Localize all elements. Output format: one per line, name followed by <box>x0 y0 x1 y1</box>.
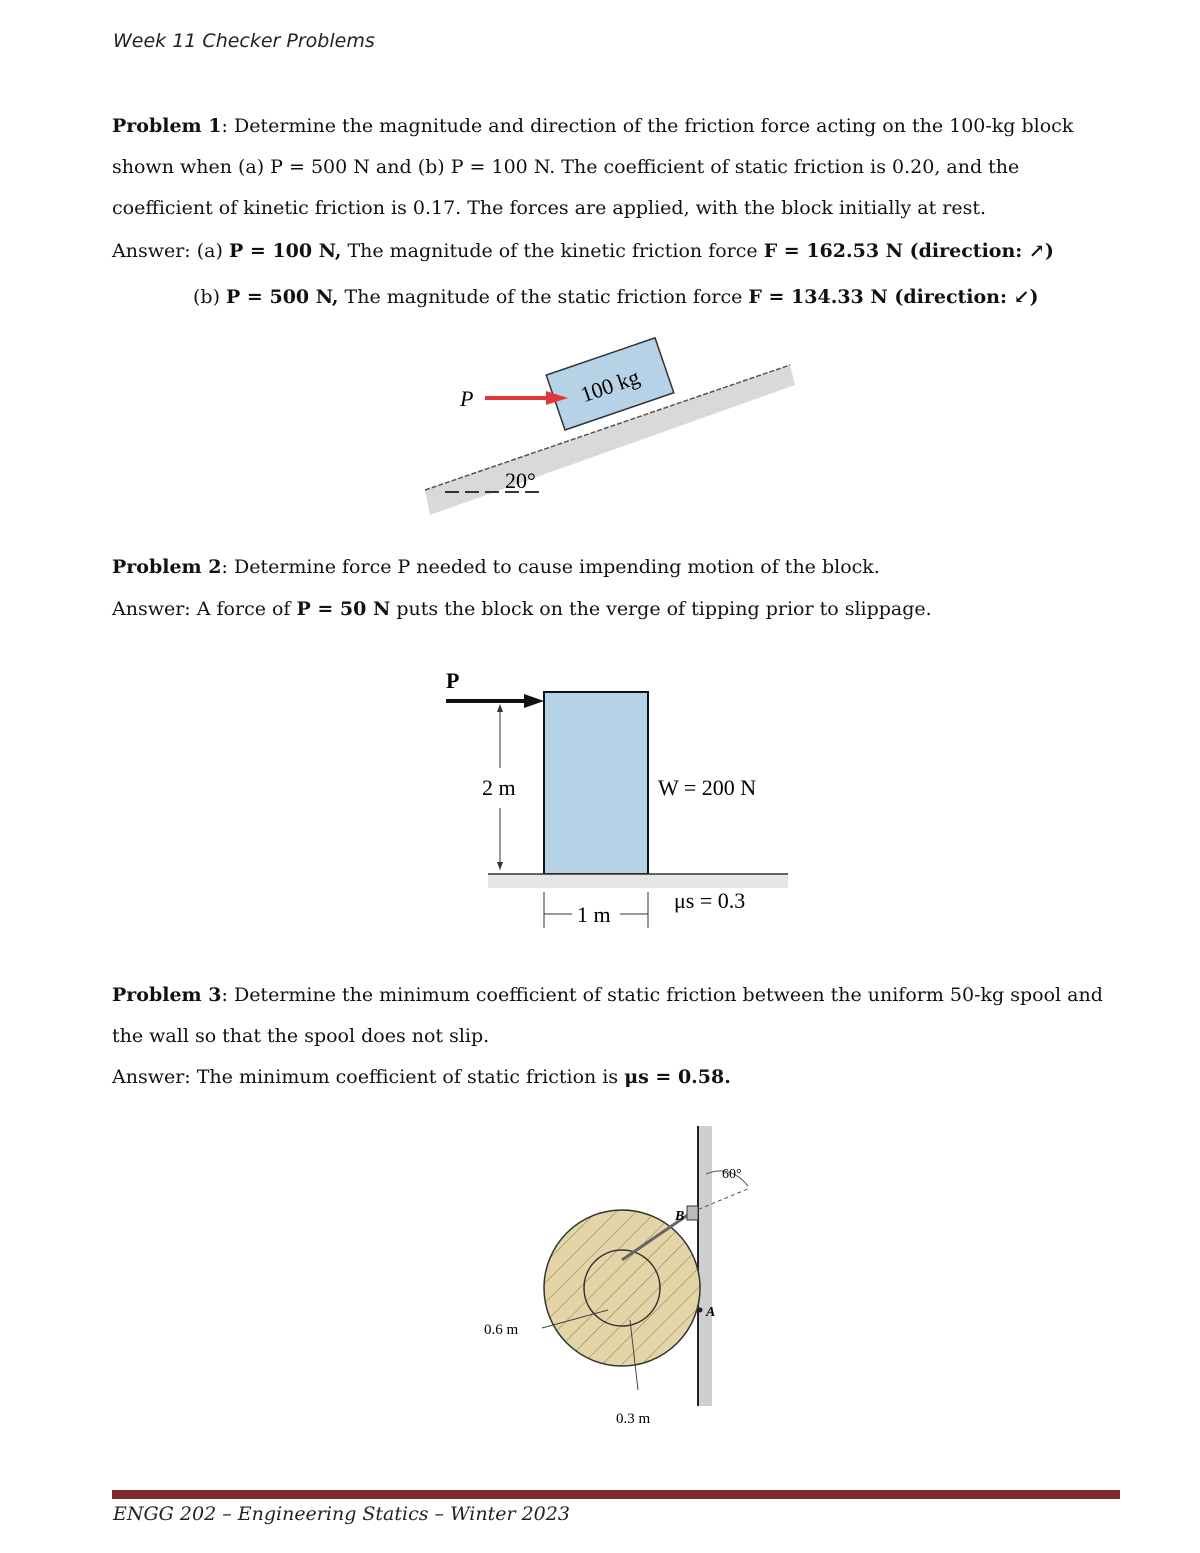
problem-2-text: : Determine force P needed to cause impending motion of the block. <box>221 556 880 578</box>
answer-label: Answer: <box>112 1066 197 1088</box>
weight-label: W = 200 N <box>658 775 757 800</box>
answer-b-prefix: (b) <box>193 286 227 308</box>
answer-value: P = 50 N <box>296 598 391 620</box>
contact-point-a <box>698 1308 703 1313</box>
ground-shade <box>488 874 788 888</box>
answer-a-value: P = 100 N, <box>228 240 342 262</box>
problem-1-figure <box>400 330 820 530</box>
problem-2-figure <box>440 660 800 950</box>
width-label: 1 m <box>577 902 611 927</box>
problem-1-answer-b <box>193 286 1039 308</box>
problem-3-answer <box>112 1066 731 1088</box>
problem-3-text: : Determine the minimum coefficient of static friction between the uniform 50-kg spool and the wall so that the spool does not slip. <box>112 984 1103 1047</box>
block-label: 100 kg <box>577 363 643 408</box>
problem-1-statement <box>112 106 1122 229</box>
inner-radius-label: 0.3 m <box>616 1411 651 1427</box>
answer-post: puts the block on the verge of tipping prior to slippage. <box>390 598 932 620</box>
problem-1-text: : Determine the magnitude and direction of the friction force acting on the 100-kg block shown when (a) P = 500 N and (b) P = 100 N. The coefficient of static friction is 0.20, and the coefficient of kinetic friction is 0.17. The forces are applied, with the block initially at rest. <box>112 115 1074 219</box>
pin-b-bracket <box>687 1206 698 1220</box>
answer-a-text: The magnitude of the kinetic friction force <box>341 240 764 262</box>
outer-radius-label: 0.6 m <box>484 1322 519 1338</box>
point-a-label: A <box>706 1305 716 1320</box>
answer-pre: The minimum coefficient of static friction is <box>196 1066 625 1088</box>
page-header: Week 11 Checker Problems <box>113 30 375 52</box>
answer-b-value: P = 500 N, <box>226 286 339 308</box>
problem-3-title: Problem 3 <box>112 984 222 1006</box>
force-p-label: P <box>460 386 474 411</box>
answer-label: Answer: <box>112 598 197 620</box>
point-b-label: B <box>675 1209 685 1224</box>
answer-a-force: F = 162.53 N (direction: ↗) <box>763 240 1054 262</box>
angle-label: 20° <box>505 468 536 493</box>
answer-label: Answer: <box>112 240 197 262</box>
answer-pre: A force of <box>196 598 297 620</box>
footer-bar <box>112 1490 1120 1499</box>
answer-value: μs = 0.58. <box>624 1066 731 1088</box>
angle-label: 60° <box>722 1167 742 1182</box>
page-footer: ENGG 202 – Engineering Statics – Winter 2023 <box>113 1503 570 1525</box>
problem-1-title: Problem 1 <box>112 115 222 137</box>
tall-block <box>544 692 648 874</box>
problem-3-figure <box>470 1120 790 1440</box>
mu-label: μs = 0.3 <box>674 888 746 913</box>
problem-2-title: Problem 2 <box>112 556 222 578</box>
problem-2-answer <box>112 598 932 620</box>
answer-b-force: F = 134.33 N (direction: ↙) <box>748 286 1039 308</box>
force-p-label: P <box>446 668 460 693</box>
problem-2-statement <box>112 547 1122 588</box>
height-dim-bottom-arrow <box>497 862 503 870</box>
wall-shade <box>698 1126 712 1406</box>
problem-1-answer-a <box>112 240 1054 262</box>
height-dim-top-arrow <box>497 704 503 712</box>
height-label: 2 m <box>482 775 516 800</box>
problem-3-statement <box>112 975 1122 1057</box>
answer-a-prefix: (a) <box>196 240 229 262</box>
answer-b-text: The magnitude of the static friction force <box>338 286 749 308</box>
spool-inner <box>584 1250 660 1326</box>
force-p-arrowhead <box>524 694 544 708</box>
